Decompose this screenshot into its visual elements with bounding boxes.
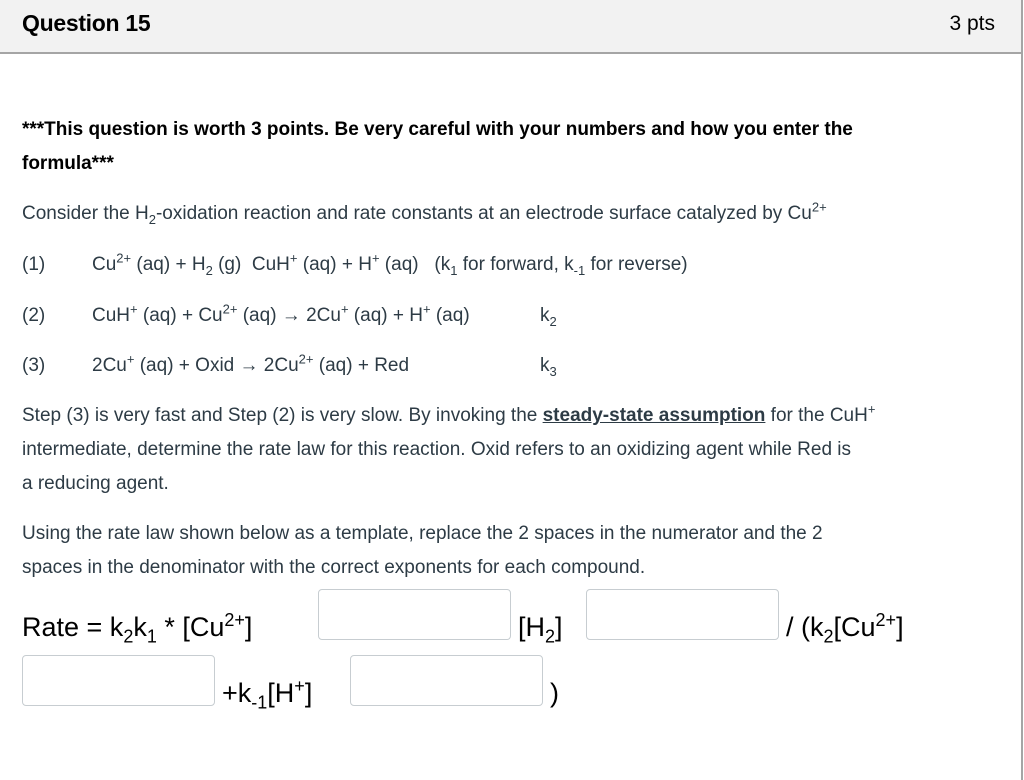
reaction-1-number: (1) bbox=[22, 254, 46, 275]
reaction-3-number: (3) bbox=[22, 355, 46, 376]
question-title: Question 15 bbox=[22, 10, 151, 36]
question-header bbox=[0, 0, 1021, 54]
using-line-1: Using the rate law shown below as a template, replace the 2 spaces in the numerator and the 2 bbox=[22, 523, 823, 544]
intro-line-1: ***This question is worth 3 points. Be very careful with your numbers and how you enter the bbox=[22, 119, 853, 140]
reaction-3: 2Cu+ (aq) + Oxid → $2Cu^{2+}$ (aq) + Red bbox=[92, 351, 410, 376]
rate-denominator-prefix: / ($k_2[Cu^{2+}]$ bbox=[786, 610, 904, 647]
denominator-cu-exponent-input[interactable] bbox=[22, 655, 215, 706]
closing-parenthesis: ) bbox=[550, 678, 559, 708]
intro-line-2: formula*** bbox=[22, 153, 114, 174]
steady-state-link[interactable]: steady-state assumption bbox=[542, 405, 766, 426]
rate-constant-k3: $k_3$ bbox=[540, 355, 557, 379]
reaction-1: $Cu^{2+}$ $(aq) + H_2$ (g) CuH+ (aq) + H+ (aq) ($k_1$ for forward, $k_{-1}$ for reverse) bbox=[92, 250, 688, 278]
step-line-2: intermediate, determine the rate law for this reaction. Oxid refers to an oxidizing agent while Red is bbox=[22, 439, 852, 460]
numerator-cu-exponent-input[interactable] bbox=[318, 589, 511, 640]
using-line-2: spaces in the denominator with the correct exponents for each compound. bbox=[22, 557, 646, 578]
reaction-2-number: (2) bbox=[22, 305, 46, 326]
reaction-2: CuH+ $(aq) + Cu^{2+}$ (aq) → 2Cu+ (aq) + H+ (aq) bbox=[92, 301, 470, 326]
rate-constant-k2: $k_2$ bbox=[540, 305, 557, 329]
rate-h2-term: $[H_2]$ bbox=[518, 612, 563, 647]
consider-text: Consider the $H_2$-oxidation reaction and rate constants at an electrode surface catalyzed by $Cu^{2+}$ bbox=[22, 199, 827, 227]
step-line-1: Step (3) is very fast and Step (2) is very slow. By invoking the steady-state assumption for the CuH+ bbox=[22, 401, 876, 426]
question-points: 3 pts bbox=[949, 12, 995, 35]
denominator-h-exponent-input[interactable] bbox=[350, 655, 543, 706]
rate-h-term: $+k_{-1}[H^+]$ bbox=[222, 676, 313, 713]
step-line-3: a reducing agent. bbox=[22, 473, 169, 494]
rate-numerator-prefix: Rate = $k_2k_1 * [Cu^{2+}]$ bbox=[22, 610, 253, 647]
numerator-h2-exponent-input[interactable] bbox=[586, 589, 779, 640]
